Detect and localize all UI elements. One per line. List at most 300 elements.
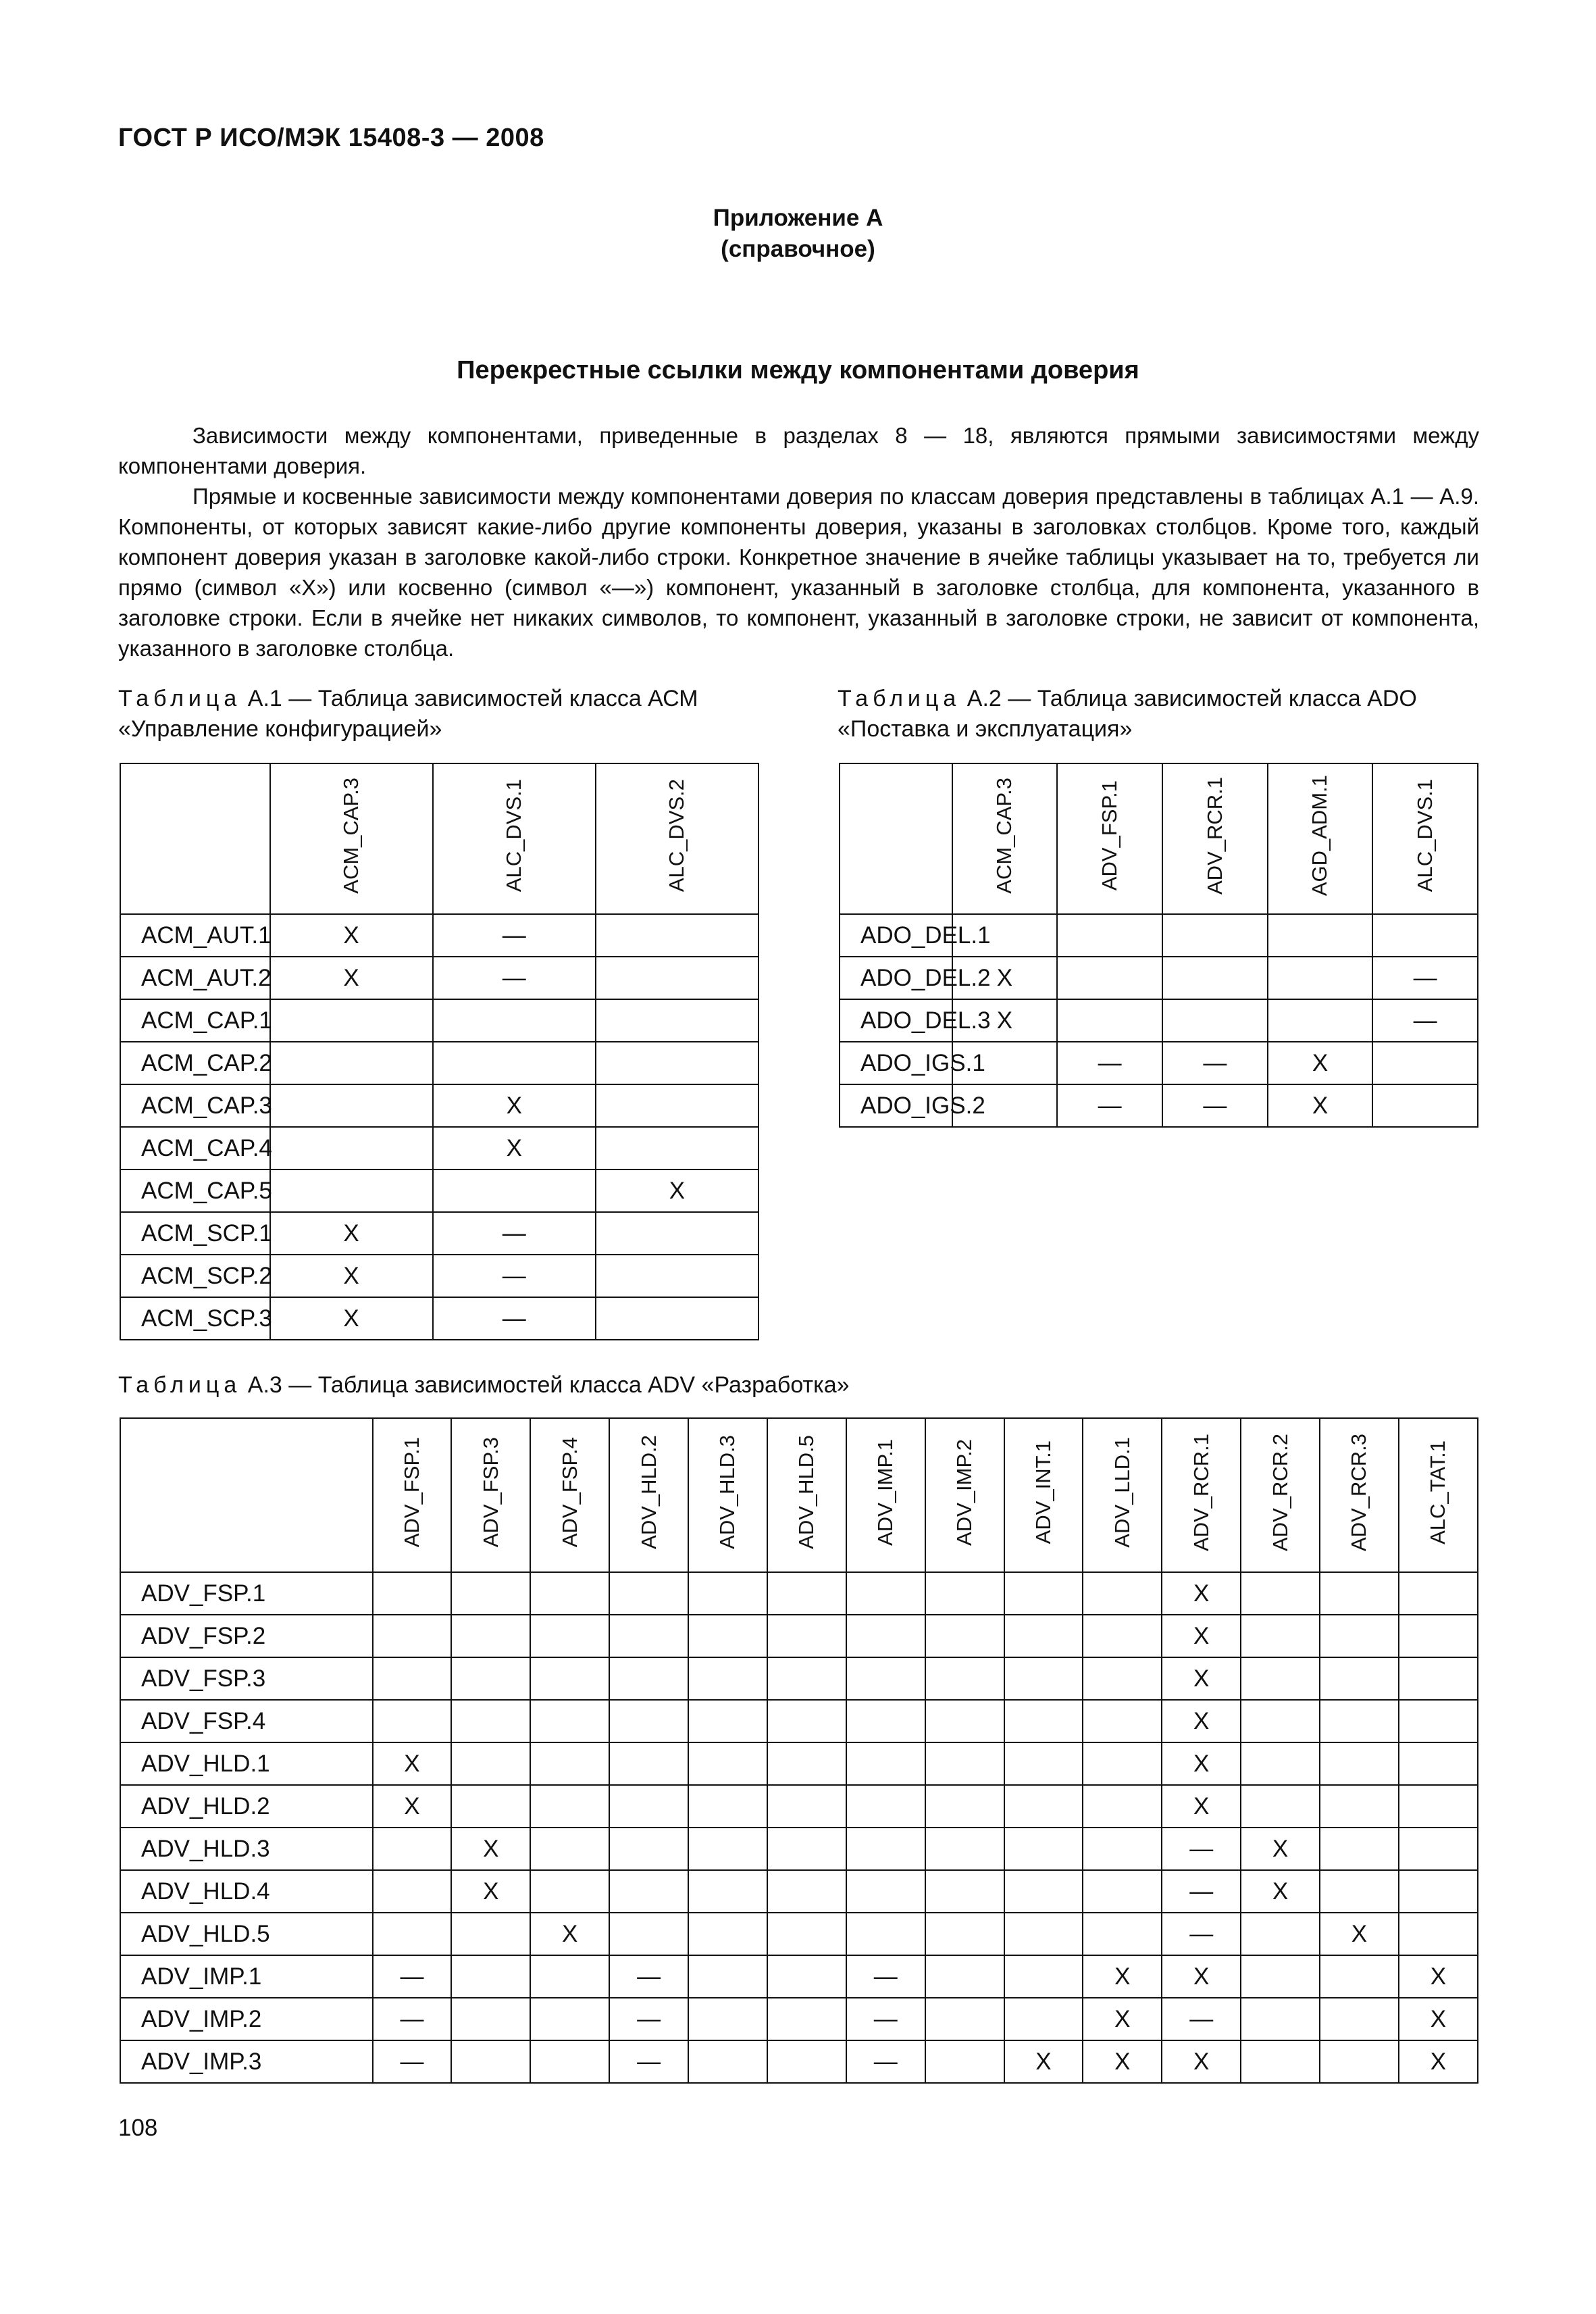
intro-text	[118, 420, 1479, 663]
dependency-cell	[451, 1998, 530, 2040]
dependency-cell	[373, 1700, 452, 1742]
dependency-cell: —	[373, 1955, 452, 1998]
dependency-cell	[1083, 1700, 1162, 1742]
dependency-cell	[846, 1913, 925, 1955]
dependency-cell: X	[270, 957, 433, 999]
dependency-cell: X	[373, 1742, 452, 1785]
dependency-cell: X	[451, 1828, 530, 1870]
dependency-cell: X	[530, 1913, 609, 1955]
table-a2-caption	[838, 684, 1486, 745]
dependency-cell	[1083, 1572, 1162, 1615]
dependency-cell: —	[433, 914, 596, 957]
dependency-cell	[373, 1913, 452, 1955]
dependency-cell	[1004, 1828, 1083, 1870]
dependency-cell	[925, 1913, 1004, 1955]
dependency-cell	[1268, 914, 1373, 957]
dependency-cell	[1320, 1700, 1399, 1742]
dependency-cell: X	[1083, 1955, 1162, 1998]
column-header	[433, 763, 596, 914]
dependency-cell	[1162, 957, 1268, 999]
dependency-cell	[688, 1870, 767, 1913]
dependency-cell: X	[451, 1870, 530, 1913]
dependency-cell	[925, 1828, 1004, 1870]
dependency-cell	[433, 999, 596, 1042]
column-header-label: ADV_RCR.3	[1347, 1433, 1371, 1551]
table-row	[120, 1870, 1478, 1913]
dependency-cell	[1241, 1913, 1320, 1955]
dependency-cell	[767, 2040, 846, 2083]
dependency-cell: X	[1399, 1998, 1478, 2040]
dependency-cell	[1083, 1828, 1162, 1870]
row-header: ACM_CAP.1	[120, 999, 270, 1042]
column-header-label: ADV_HLD.3	[715, 1435, 740, 1549]
row-header: ADV_IMP.3	[120, 2040, 373, 2083]
column-header-label: ADV_HLD.5	[794, 1435, 819, 1549]
dependency-cell	[1399, 1572, 1478, 1615]
dependency-cell	[1320, 1828, 1399, 1870]
table-a1	[120, 763, 759, 1340]
dependency-cell	[596, 1084, 758, 1127]
dependency-cell	[846, 1700, 925, 1742]
dependency-cell	[609, 1828, 688, 1870]
dependency-cell	[1004, 1572, 1083, 1615]
dependency-cell	[925, 1742, 1004, 1785]
dependency-cell	[1004, 1700, 1083, 1742]
dependency-cell: X	[1162, 2040, 1241, 2083]
column-header	[952, 763, 1058, 914]
dependency-cell	[270, 999, 433, 1042]
table-label: Таблица	[838, 686, 961, 711]
dependency-cell	[1320, 1742, 1399, 1785]
column-header	[451, 1418, 530, 1572]
dependency-cell	[451, 1742, 530, 1785]
dependency-cell	[1083, 1742, 1162, 1785]
dependency-cell	[530, 1615, 609, 1657]
column-header	[767, 1418, 846, 1572]
document-header: ГОСТ Р ИСО/МЭК 15408-3 — 2008	[118, 124, 544, 152]
table-row	[120, 1042, 758, 1084]
dependency-cell	[1004, 1657, 1083, 1700]
row-header: ACM_SCP.2	[120, 1255, 270, 1297]
dependency-cell: —	[1162, 1870, 1241, 1913]
column-header	[1320, 1418, 1399, 1572]
dependency-cell	[609, 1785, 688, 1828]
dependency-cell	[1004, 1615, 1083, 1657]
table-caption-text: А.3 — Таблица зависимостей класса ADV «Разработка»	[247, 1372, 850, 1398]
column-header	[1268, 763, 1373, 914]
dependency-cell	[1241, 1955, 1320, 1998]
dependency-cell: X	[1004, 2040, 1083, 2083]
dependency-cell	[688, 1913, 767, 1955]
table-a3	[120, 1417, 1478, 2084]
table-row	[120, 1657, 1478, 1700]
table-header-row	[120, 1418, 1478, 1572]
dependency-cell	[530, 1955, 609, 1998]
dependency-cell	[530, 1998, 609, 2040]
dependency-cell	[451, 1913, 530, 1955]
table-row	[120, 1955, 1478, 1998]
dependency-cell	[1320, 2040, 1399, 2083]
dependency-cell	[530, 1828, 609, 1870]
dependency-cell	[925, 1870, 1004, 1913]
column-header-label: ADV_RCR.1	[1202, 777, 1227, 895]
dependency-cell	[1372, 1042, 1478, 1084]
dependency-cell	[846, 1615, 925, 1657]
dependency-cell: —	[1162, 1913, 1241, 1955]
dependency-cell	[451, 1785, 530, 1828]
row-header: ADV_FSP.4	[120, 1700, 373, 1742]
dependency-cell	[596, 1127, 758, 1169]
dependency-cell	[1372, 914, 1478, 957]
section-title: Перекрестные ссылки между компонентами доверия	[457, 356, 1139, 384]
column-header	[925, 1418, 1004, 1572]
column-header	[1162, 1418, 1241, 1572]
dependency-cell	[846, 1742, 925, 1785]
dependency-cell: —	[609, 1998, 688, 2040]
column-header-label: ADV_FSP.4	[557, 1436, 582, 1548]
dependency-cell	[1083, 1870, 1162, 1913]
table-row	[840, 1042, 1478, 1084]
row-header: ACM_SCP.1	[120, 1212, 270, 1255]
column-header	[609, 1418, 688, 1572]
column-header	[373, 1418, 452, 1572]
column-header-label: ALC_DVS.1	[1413, 779, 1437, 892]
dependency-cell	[925, 1998, 1004, 2040]
row-header: ADV_FSP.1	[120, 1572, 373, 1615]
appendix-subtitle: (справочное)	[721, 236, 875, 262]
table-corner-cell	[120, 1418, 373, 1572]
dependency-cell: —	[433, 957, 596, 999]
dependency-cell	[767, 1742, 846, 1785]
dependency-cell	[767, 1572, 846, 1615]
dependency-cell	[1241, 2040, 1320, 2083]
column-header	[270, 763, 433, 914]
dependency-cell: X	[1083, 1998, 1162, 2040]
dependency-cell	[1320, 1657, 1399, 1700]
dependency-cell	[270, 1042, 433, 1084]
table-caption-text: А.2 — Таблица зависимостей класса ADO «Поставка и эксплуатация»	[838, 686, 1417, 742]
dependency-cell	[846, 1572, 925, 1615]
column-header-label: ADV_IMP.1	[873, 1438, 898, 1546]
dependency-cell	[596, 1297, 758, 1340]
dependency-cell	[1399, 1785, 1478, 1828]
dependency-cell	[1268, 957, 1373, 999]
dependency-cell: X	[1241, 1870, 1320, 1913]
dependency-cell: —	[373, 2040, 452, 2083]
dependency-cell	[925, 2040, 1004, 2083]
dependency-cell	[530, 1700, 609, 1742]
dependency-cell	[846, 1828, 925, 1870]
dependency-cell	[688, 1742, 767, 1785]
dependency-cell	[373, 1657, 452, 1700]
column-header-label: ADV_INT.1	[1031, 1440, 1055, 1544]
dependency-cell: X	[1399, 2040, 1478, 2083]
row-header: ADV_HLD.5	[120, 1913, 373, 1955]
dependency-cell	[688, 1700, 767, 1742]
dependency-cell	[1083, 1615, 1162, 1657]
dependency-cell	[688, 1657, 767, 1700]
dependency-cell	[270, 1084, 433, 1127]
dependency-cell	[373, 1615, 452, 1657]
column-header	[596, 763, 758, 914]
column-header-label: ADV_RCR.1	[1189, 1433, 1213, 1551]
dependency-cell: X	[1162, 1615, 1241, 1657]
row-header: ADV_HLD.4	[120, 1870, 373, 1913]
table-row	[120, 1169, 758, 1212]
dependency-cell	[1162, 914, 1268, 957]
dependency-cell	[1268, 999, 1373, 1042]
dependency-cell	[1320, 1785, 1399, 1828]
dependency-cell: X	[1320, 1913, 1399, 1955]
dependency-cell	[596, 999, 758, 1042]
row-header: ACM_AUT.1	[120, 914, 270, 957]
dependency-cell: X	[433, 1127, 596, 1169]
dependency-cell	[1004, 1955, 1083, 1998]
table-header-row	[840, 763, 1478, 914]
intro-paragraph: Зависимости между компонентами, приведенные в разделах 8 — 18, являются прямыми зависимостями между компонентами доверия.	[118, 423, 1479, 478]
dependency-cell	[1320, 1572, 1399, 1615]
dependency-cell	[1320, 1615, 1399, 1657]
dependency-cell: X	[952, 957, 1058, 999]
dependency-cell: —	[1372, 999, 1478, 1042]
dependency-cell	[1083, 1913, 1162, 1955]
column-header-label: ADV_FSP.3	[478, 1436, 503, 1548]
appendix-title: Приложение А	[713, 205, 883, 231]
dependency-cell	[530, 2040, 609, 2083]
dependency-cell	[451, 1615, 530, 1657]
table-row	[120, 1828, 1478, 1870]
dependency-cell: X	[270, 1212, 433, 1255]
table-a2	[839, 763, 1478, 1128]
row-header: ADV_HLD.1	[120, 1742, 373, 1785]
dependency-cell	[1004, 1742, 1083, 1785]
dependency-cell: X	[270, 1255, 433, 1297]
column-header-label: ADV_RCR.2	[1268, 1433, 1292, 1551]
column-header-label: ALC_TAT.1	[1426, 1440, 1450, 1544]
intro-paragraph: Прямые и косвенные зависимости между компонентами доверия по классам доверия представлены в таблицах А.1 — А.9. Компоненты, от которых зависят какие-либо другие компоненты доверия, указаны в заголовках столбцов. Кроме того, каждый компонент доверия указан в заголовке какой-либо строки. Конкретное значение в ячейке таблицы указывает на то, требуется ли прямо (символ «X») или косвенно (символ «—») компонент, указанный в заголовке столбца, для компонента, указанного в заголовке строки. Если в ячейке нет никаких символов, то компонент, указанный в заголовке строки, не зависит от компонента, указанного в заголовке столбца.	[118, 484, 1479, 661]
column-header	[1241, 1418, 1320, 1572]
dependency-cell	[925, 1955, 1004, 1998]
dependency-cell	[925, 1657, 1004, 1700]
dependency-cell	[1057, 957, 1162, 999]
table-corner-cell	[120, 763, 270, 914]
table-row	[120, 2040, 1478, 2083]
dependency-cell	[1083, 1657, 1162, 1700]
dependency-cell	[451, 2040, 530, 2083]
dependency-cell	[688, 1828, 767, 1870]
dependency-cell	[530, 1870, 609, 1913]
column-header	[1162, 763, 1268, 914]
dependency-cell	[609, 1615, 688, 1657]
table-a3-caption	[118, 1370, 1469, 1401]
dependency-cell	[688, 1998, 767, 2040]
dependency-cell: —	[846, 1998, 925, 2040]
dependency-cell	[433, 1042, 596, 1084]
dependency-cell: —	[1162, 1998, 1241, 2040]
column-header	[1083, 1418, 1162, 1572]
dependency-cell	[609, 1913, 688, 1955]
dependency-cell	[451, 1955, 530, 1998]
table-row	[840, 1084, 1478, 1127]
dependency-cell: —	[1162, 1828, 1241, 1870]
row-header: ADO_DEL.1	[840, 914, 952, 957]
dependency-cell	[1399, 1657, 1478, 1700]
dependency-cell	[1004, 1998, 1083, 2040]
dependency-cell	[846, 1657, 925, 1700]
dependency-cell: —	[1162, 1042, 1268, 1084]
table-label: Таблица	[118, 1372, 242, 1398]
column-header	[688, 1418, 767, 1572]
page-number: 108	[118, 2115, 158, 2141]
column-header	[1372, 763, 1478, 914]
dependency-cell: X	[1162, 1785, 1241, 1828]
dependency-cell	[688, 2040, 767, 2083]
row-header: ADV_HLD.3	[120, 1828, 373, 1870]
dependency-cell	[846, 1870, 925, 1913]
dependency-cell	[925, 1785, 1004, 1828]
column-header	[1057, 763, 1162, 914]
dependency-cell	[451, 1657, 530, 1700]
dependency-cell	[1241, 1657, 1320, 1700]
dependency-cell	[596, 1255, 758, 1297]
column-header-label: ALC_DVS.2	[665, 779, 689, 892]
table-row	[120, 1615, 1478, 1657]
column-header-label: ACM_CAP.3	[339, 778, 363, 894]
dependency-cell	[925, 1700, 1004, 1742]
column-header-label: ADV_HLD.2	[636, 1435, 661, 1549]
row-header: ADV_IMP.1	[120, 1955, 373, 1998]
row-header: ACM_AUT.2	[120, 957, 270, 999]
table-row	[120, 957, 758, 999]
table-row	[120, 1255, 758, 1297]
dependency-cell: X	[952, 999, 1058, 1042]
table-row	[120, 1998, 1478, 2040]
dependency-cell: X	[1083, 2040, 1162, 2083]
table-row	[840, 957, 1478, 999]
dependency-cell	[373, 1572, 452, 1615]
dependency-cell	[596, 957, 758, 999]
row-header: ADO_DEL.3	[840, 999, 952, 1042]
dependency-cell	[270, 1127, 433, 1169]
row-header: ADO_IGS.1	[840, 1042, 952, 1084]
dependency-cell: X	[1162, 1572, 1241, 1615]
dependency-cell	[1399, 1742, 1478, 1785]
dependency-cell: X	[596, 1169, 758, 1212]
row-header: ADV_HLD.2	[120, 1785, 373, 1828]
dependency-cell	[1004, 1870, 1083, 1913]
table-caption-text: А.1 — Таблица зависимостей класса АСМ «Управление конфигурацией»	[118, 686, 698, 742]
row-header: ADO_IGS.2	[840, 1084, 952, 1127]
dependency-cell: X	[1162, 1742, 1241, 1785]
dependency-cell	[1320, 1998, 1399, 2040]
dependency-cell	[1320, 1870, 1399, 1913]
dependency-cell: X	[433, 1084, 596, 1127]
dependency-cell	[767, 1657, 846, 1700]
table-row	[120, 1742, 1478, 1785]
dependency-cell	[925, 1572, 1004, 1615]
row-header: ADV_IMP.2	[120, 1998, 373, 2040]
table-row	[120, 999, 758, 1042]
dependency-cell: —	[1057, 1042, 1162, 1084]
dependency-cell	[1399, 1913, 1478, 1955]
dependency-cell: —	[433, 1212, 596, 1255]
dependency-cell	[609, 1742, 688, 1785]
dependency-cell: —	[609, 2040, 688, 2083]
dependency-cell	[373, 1870, 452, 1913]
dependency-cell: —	[1057, 1084, 1162, 1127]
dependency-cell: X	[1268, 1042, 1373, 1084]
dependency-cell	[1241, 1998, 1320, 2040]
dependency-cell	[373, 1828, 452, 1870]
dependency-cell	[609, 1700, 688, 1742]
dependency-cell	[1399, 1615, 1478, 1657]
dependency-cell	[433, 1169, 596, 1212]
row-header: ACM_CAP.4	[120, 1127, 270, 1169]
table-row	[120, 1785, 1478, 1828]
dependency-cell	[1241, 1742, 1320, 1785]
dependency-cell	[609, 1870, 688, 1913]
dependency-cell	[530, 1742, 609, 1785]
dependency-cell	[1399, 1700, 1478, 1742]
dependency-cell: —	[609, 1955, 688, 1998]
dependency-cell	[688, 1955, 767, 1998]
column-header	[846, 1418, 925, 1572]
table-row	[120, 1297, 758, 1340]
dependency-cell	[451, 1700, 530, 1742]
dependency-cell	[530, 1572, 609, 1615]
dependency-cell	[1320, 1955, 1399, 1998]
dependency-cell: X	[1162, 1700, 1241, 1742]
table-row	[840, 999, 1478, 1042]
dependency-cell	[451, 1572, 530, 1615]
dependency-cell	[846, 1785, 925, 1828]
dependency-cell	[530, 1785, 609, 1828]
dependency-cell	[1399, 1870, 1478, 1913]
column-header-label: ADV_FSP.1	[1098, 780, 1122, 891]
dependency-cell: X	[1241, 1828, 1320, 1870]
dependency-cell	[688, 1785, 767, 1828]
dependency-cell: X	[1268, 1084, 1373, 1127]
column-header-label: ADV_FSP.1	[399, 1436, 423, 1548]
column-header-label: ALC_DVS.1	[502, 779, 526, 892]
dependency-cell: —	[846, 1955, 925, 1998]
dependency-cell: —	[433, 1255, 596, 1297]
dependency-cell: —	[373, 1998, 452, 2040]
row-header: ACM_CAP.2	[120, 1042, 270, 1084]
dependency-cell: —	[1372, 957, 1478, 999]
dependency-cell: X	[1399, 1955, 1478, 1998]
table-row	[120, 914, 758, 957]
column-header-label: ACM_CAP.3	[992, 778, 1016, 894]
table-a1-caption	[118, 684, 767, 745]
table-row	[120, 1212, 758, 1255]
row-header: ADV_FSP.3	[120, 1657, 373, 1700]
dependency-cell	[1004, 1785, 1083, 1828]
dependency-cell	[609, 1572, 688, 1615]
dependency-cell: X	[373, 1785, 452, 1828]
dependency-cell	[767, 1615, 846, 1657]
dependency-cell	[596, 1212, 758, 1255]
dependency-cell	[1004, 1913, 1083, 1955]
dependency-cell	[270, 1169, 433, 1212]
column-header-label: AGD_ADM.1	[1308, 775, 1332, 897]
dependency-cell	[925, 1615, 1004, 1657]
dependency-cell	[767, 1870, 846, 1913]
dependency-cell	[767, 1700, 846, 1742]
dependency-cell	[1083, 1785, 1162, 1828]
column-header	[530, 1418, 609, 1572]
dependency-cell	[1372, 1084, 1478, 1127]
